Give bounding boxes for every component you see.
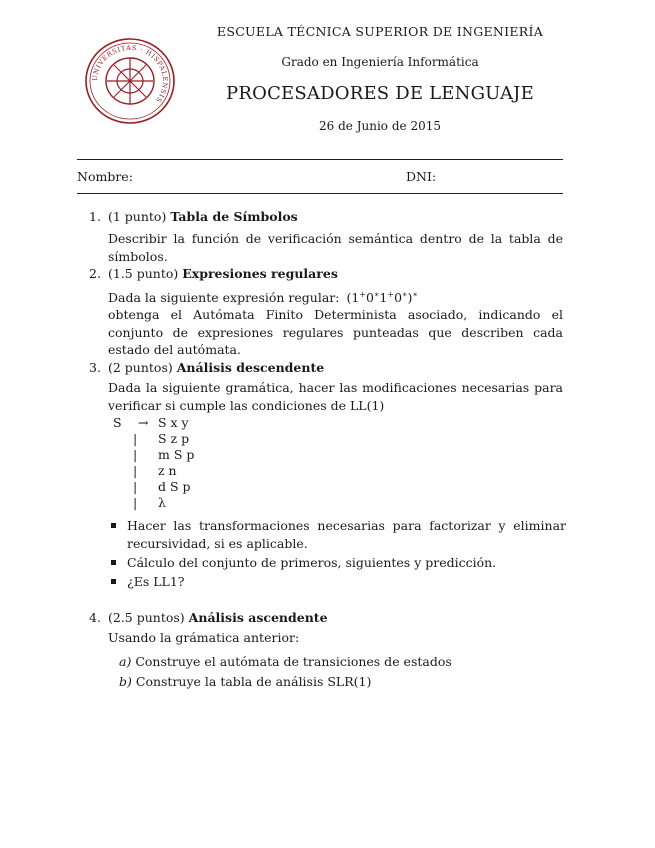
question-text: obtenga el Autómata Finito Determinista asociado, indicando el conjunto de expresiones regulares punteadas que describen cada estado del autómata. — [108, 307, 563, 357]
question-points: (1 punto) — [108, 209, 167, 224]
exam-date: 26 de Junio de 2015 — [319, 119, 441, 133]
divider-bottom — [77, 193, 563, 194]
list-item-label: b) — [119, 674, 132, 689]
question-title: Análisis descendente — [176, 360, 325, 375]
regular-expression: (1+0∗1+0∗)∗ — [346, 290, 418, 306]
grammar-arrow: → — [138, 415, 149, 430]
question-heading — [108, 265, 338, 283]
question-text: Usando la grámatica anterior: — [108, 630, 300, 645]
bullet-icon — [111, 579, 116, 584]
grammar-bar: | — [133, 479, 138, 494]
list-item-text: Construye el autómata de transiciones de estados — [135, 654, 452, 669]
list-item-text: ¿Es LL1? — [127, 574, 185, 589]
question-points: (2 puntos) — [108, 360, 173, 375]
question-heading — [108, 359, 324, 377]
list-item-text: Construye la tabla de análisis SLR(1) — [135, 674, 372, 689]
grammar-lhs: S — [113, 415, 122, 430]
question-text: Describir la función de verificación semántica dentro de la tabla de símbolos. — [108, 231, 563, 264]
question-title: Análisis ascendente — [188, 610, 328, 625]
grammar-production: m S p — [158, 447, 195, 462]
question-number: 4. — [89, 610, 101, 625]
grammar-bar: | — [133, 431, 138, 446]
list-item — [111, 573, 566, 591]
question-title: Expresiones regulares — [182, 266, 338, 281]
grammar-production: λ — [158, 495, 166, 510]
question-number: 3. — [89, 360, 101, 375]
bullet-icon — [111, 560, 116, 565]
question-points: (2.5 puntos) — [108, 610, 185, 625]
question-number: 2. — [89, 266, 101, 281]
grammar-production: S z p — [158, 431, 190, 446]
question-heading — [108, 609, 328, 627]
question-text: Dada la siguiente gramática, hacer las modificaciones necesarias para verificar si cumple las condiciones de LL(1) — [108, 380, 563, 413]
grammar-bar: | — [133, 447, 138, 462]
degree-name: Grado en Ingeniería Informática — [281, 55, 479, 69]
list-item-text: Cálculo del conjunto de primeros, siguientes y predicción. — [127, 555, 497, 570]
divider-top — [77, 159, 563, 160]
list-item-label: a) — [119, 654, 132, 669]
list-item — [111, 554, 566, 572]
question-number: 1. — [89, 209, 101, 224]
seal-text: UNIVERSITAS · HISPALENSIS — [90, 43, 170, 105]
question-intro — [108, 286, 563, 307]
grammar-bar: | — [133, 463, 138, 478]
question-title: Tabla de Símbolos — [170, 209, 298, 224]
name-label: Nombre: — [77, 169, 133, 184]
question-intro-text: Dada la siguiente expresión regular: — [108, 290, 340, 306]
list-item-text: Hacer las transformaciones necesarias para factorizar y eliminar recursividad, si es aplicable. — [127, 518, 566, 551]
school-name: ESCUELA TÉCNICA SUPERIOR DE INGENIERÍA — [216, 24, 544, 39]
course-title: PROCESADORES DE LENGUAJE — [226, 83, 534, 104]
list-item — [111, 517, 566, 552]
grammar-production: d S p — [158, 479, 191, 494]
grammar-bar: | — [133, 495, 138, 510]
list-item — [119, 653, 452, 671]
dni-label: DNI: — [406, 169, 437, 184]
bullet-icon — [111, 523, 116, 528]
university-seal — [84, 37, 176, 125]
grammar-production: z n — [158, 463, 177, 478]
grammar-production: S x y — [158, 415, 189, 430]
question-points: (1.5 punto) — [108, 266, 179, 281]
list-item — [119, 673, 371, 691]
question-heading — [108, 208, 298, 226]
